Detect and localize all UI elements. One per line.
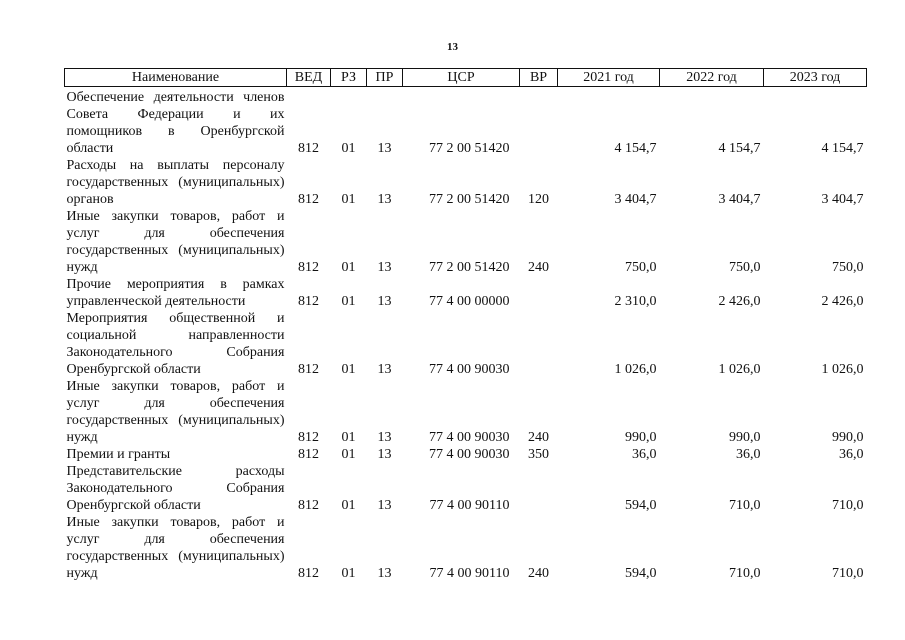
row-ved: 812 [298, 566, 319, 581]
row-2022: 36,0 [736, 447, 761, 462]
row-csr: 77 4 00 90110 [429, 566, 510, 581]
header-csr: ЦСР [403, 69, 520, 87]
row-2021: 3 404,7 [614, 192, 657, 207]
row-pr: 13 [377, 294, 392, 309]
row-2021: 750,0 [625, 260, 657, 275]
row-rz: 01 [341, 294, 356, 309]
row-vr: 350 [528, 447, 549, 462]
row-rz: 01 [341, 260, 356, 275]
table-row [65, 89, 867, 157]
table-row [65, 310, 867, 378]
row-vr: 120 [528, 192, 549, 207]
row-name: Иные закупки товаров, работ и услуг для обеспечения государственных (муниципальных) нужд [66, 515, 285, 581]
row-2021: 4 154,7 [614, 141, 657, 156]
header-name: Наименование [65, 69, 287, 87]
row-csr: 77 4 00 90030 [429, 430, 510, 445]
row-csr: 77 2 00 51420 [429, 192, 510, 207]
row-ved: 812 [298, 430, 319, 445]
row-vr: 240 [528, 566, 549, 581]
row-2023: 990,0 [832, 430, 864, 445]
row-vr [520, 310, 558, 378]
row-name: Прочие мероприятия в рамках управленческой деятельности [66, 277, 285, 309]
row-2022: 2 426,0 [718, 294, 761, 309]
row-rz: 01 [341, 566, 356, 581]
row-2021: 1 026,0 [614, 362, 657, 377]
row-rz: 01 [341, 430, 356, 445]
row-2023: 36,0 [839, 447, 864, 462]
table-row [65, 276, 867, 310]
row-2021: 594,0 [625, 566, 657, 581]
row-2023: 710,0 [832, 566, 864, 581]
row-csr: 77 4 00 00000 [429, 294, 510, 309]
row-2021: 990,0 [625, 430, 657, 445]
row-2022: 710,0 [729, 498, 761, 513]
header-row [65, 69, 867, 87]
row-2022: 750,0 [729, 260, 761, 275]
row-ved: 812 [298, 498, 319, 513]
row-name: Расходы на выплаты персоналу государственных (муниципальных) органов [66, 158, 285, 207]
row-ved: 812 [298, 260, 319, 275]
row-vr [520, 89, 558, 157]
header-2022: 2022 год [660, 69, 764, 87]
row-ved: 812 [298, 141, 319, 156]
row-rz: 01 [341, 192, 356, 207]
row-ved: 812 [298, 362, 319, 377]
header-2023: 2023 год [764, 69, 867, 87]
row-pr: 13 [377, 192, 392, 207]
row-ved: 812 [298, 447, 319, 462]
budget-table [64, 68, 867, 582]
row-csr: 77 2 00 51420 [429, 260, 510, 275]
row-2023: 2 426,0 [821, 294, 864, 309]
row-2021: 36,0 [632, 447, 657, 462]
row-2023: 4 154,7 [821, 141, 864, 156]
row-vr [520, 276, 558, 310]
row-csr: 77 4 00 90030 [429, 362, 510, 377]
row-pr: 13 [377, 430, 392, 445]
page-number: 13 [447, 41, 458, 53]
row-2021: 2 310,0 [614, 294, 657, 309]
row-name: Иные закупки товаров, работ и услуг для обеспечения государственных (муниципальных) нужд [66, 379, 285, 445]
row-2022: 710,0 [729, 566, 761, 581]
row-name: Мероприятия общественной и социальной направленности Законодательного Собрания Оренбургской области [66, 311, 285, 377]
row-rz: 01 [341, 141, 356, 156]
table-row [65, 208, 867, 276]
row-2022: 990,0 [729, 430, 761, 445]
row-pr: 13 [377, 447, 392, 462]
row-vr: 240 [528, 430, 549, 445]
row-vr: 240 [528, 260, 549, 275]
table-row [65, 463, 867, 514]
row-csr: 77 2 00 51420 [429, 141, 510, 156]
row-pr: 13 [377, 362, 392, 377]
row-2023: 1 026,0 [821, 362, 864, 377]
row-ved: 812 [298, 294, 319, 309]
row-rz: 01 [341, 498, 356, 513]
row-pr: 13 [377, 498, 392, 513]
row-name: Иные закупки товаров, работ и услуг для обеспечения государственных (муниципальных) нужд [66, 209, 285, 275]
row-ved: 812 [298, 192, 319, 207]
header-pr: ПР [367, 69, 403, 87]
row-rz: 01 [341, 447, 356, 462]
header-ved: ВЕД [287, 69, 331, 87]
row-pr: 13 [377, 566, 392, 581]
row-name: Обеспечение деятельности членов Совета Федерации и их помощников в Оренбургской области [66, 90, 285, 156]
row-pr: 13 [377, 141, 392, 156]
row-2023: 710,0 [832, 498, 864, 513]
row-vr [520, 463, 558, 514]
header-vr: ВР [520, 69, 558, 87]
table-row [65, 446, 867, 463]
table-row [65, 378, 867, 446]
header-2021: 2021 год [558, 69, 660, 87]
row-rz: 01 [341, 362, 356, 377]
row-2022: 1 026,0 [718, 362, 761, 377]
row-2021: 594,0 [625, 498, 657, 513]
row-csr: 77 4 00 90110 [429, 498, 510, 513]
table-row [65, 514, 867, 582]
row-2022: 4 154,7 [718, 141, 761, 156]
row-pr: 13 [377, 260, 392, 275]
row-2022: 3 404,7 [718, 192, 761, 207]
row-name: Представительские расходы Законодательного Собрания Оренбургской области [66, 464, 285, 513]
row-name: Премии и гранты [66, 447, 171, 462]
table-row [65, 157, 867, 208]
header-rz: РЗ [331, 69, 367, 87]
row-csr: 77 4 00 90030 [429, 447, 510, 462]
row-2023: 3 404,7 [821, 192, 864, 207]
row-2023: 750,0 [832, 260, 864, 275]
